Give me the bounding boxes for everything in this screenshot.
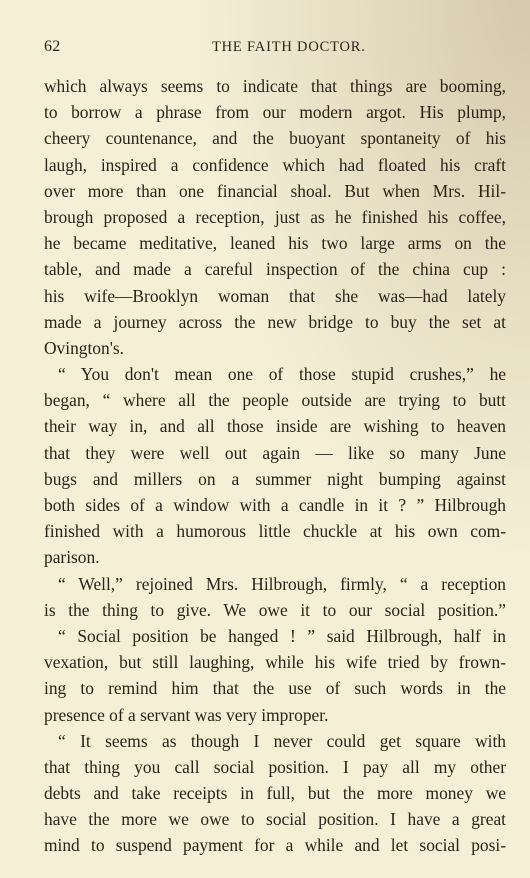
- text-line: cheery countenance, and the buoyant spontaneity of his: [44, 128, 506, 149]
- text-line: mind to suspend payment for a while and let social posi-: [44, 835, 506, 856]
- text-line: finished with a humorous little chuckle at his own com-: [44, 521, 506, 542]
- text-line: parison.: [44, 547, 100, 568]
- text-line: over more than one financial shoal. But when Mrs. Hil-: [44, 180, 506, 201]
- text-line: ing to remind him that the use of such words in the: [44, 678, 506, 699]
- text-line: presence of a servant was very improper.: [44, 704, 329, 725]
- page-number: 62: [44, 38, 61, 55]
- running-head: THE FAITH DOCTOR.: [212, 39, 366, 55]
- text-line: bugs and millers on a summer night bumping against: [44, 468, 506, 489]
- page-header: [44, 38, 504, 62]
- body-text: [44, 73, 506, 859]
- text-line: their way in, and all those inside are wishing to heaven: [44, 416, 506, 437]
- text-line: brough proposed a reception, just as he finished his coffee,: [44, 206, 506, 227]
- text-line: vexation, but still laughing, while his wife tried by frown-: [44, 652, 506, 673]
- text-line: “ Social position be hanged ! ” said Hilbrough, half in: [58, 625, 506, 646]
- text-line: which always seems to indicate that things are booming,: [44, 76, 506, 96]
- text-line: began, “ where all the people outside are trying to butt: [44, 390, 506, 411]
- text-line: “ It seems as though I never could get square with: [58, 730, 506, 751]
- text-line: laugh, inspired a confidence which had floated his craft: [44, 154, 506, 175]
- text-line: “ Well,” rejoined Mrs. Hilbrough, firmly, “ a reception: [58, 573, 506, 594]
- text-line: Ovington's.: [44, 337, 124, 358]
- text-line: that thing you call social position. I pay all my other: [44, 756, 506, 777]
- text-line: debts and take receipts in full, but the more money we: [44, 783, 506, 804]
- text-line: made a journey across the new bridge to buy the set at: [44, 311, 506, 332]
- text-line: table, and made a careful inspection of the china cup :: [44, 259, 506, 280]
- text-line: he became meditative, leaned his two large arms on the: [44, 233, 506, 254]
- text-line: is the thing to give. We owe it to our social position.”: [44, 599, 506, 620]
- text-line: have the more we owe to social position. I have a great: [44, 809, 506, 830]
- text-line: both sides of a window with a candle in it ? ” Hilbrough: [44, 495, 506, 515]
- text-line: that they were well out again — like so many June: [44, 442, 506, 463]
- text-line: “ You don't mean one of those stupid crushes,” he: [58, 364, 506, 385]
- text-line: his wife—Brooklyn woman that she was—had lately: [44, 285, 506, 306]
- text-line: to borrow a phrase from our modern argot. His plump,: [44, 102, 506, 123]
